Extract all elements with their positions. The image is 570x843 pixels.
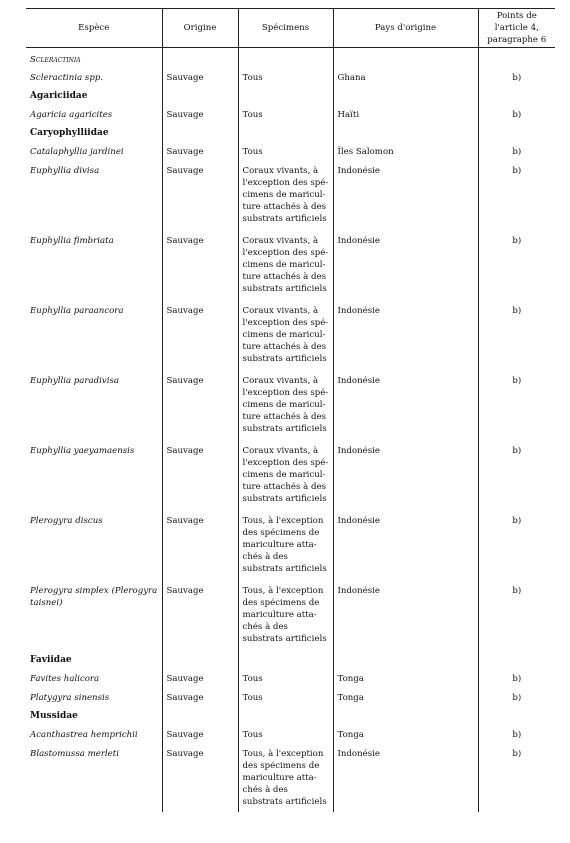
table-body [26, 48, 555, 813]
cell-pays: Tonga [333, 667, 478, 686]
empty-cell [162, 122, 238, 140]
table-group-row [26, 705, 555, 723]
cell-espece: Euphyllia fimbriata [26, 229, 162, 299]
cell-specimens: Tous [238, 103, 333, 122]
cell-pays: Indonésie [333, 579, 478, 649]
header-specimens: Spécimens [238, 9, 333, 48]
cell-espece: Euphyllia yaeyamaensis [26, 439, 162, 509]
table-row [26, 369, 555, 439]
table-row [26, 439, 555, 509]
cell-espece: Agaricia agaricites [26, 103, 162, 122]
empty-cell [478, 122, 555, 140]
table-row [26, 229, 555, 299]
cell-points: b) [478, 66, 555, 85]
cell-espece: Euphyllia paradivisa [26, 369, 162, 439]
cell-specimens: Tous [238, 686, 333, 705]
cell-specimens: Tous, à l'exception des spécimens de mariculture atta- chés à des substrats artificiels [238, 579, 333, 649]
cell-specimens: Coraux vivants, à l'exception des spé- cimens de maricul- ture attachés à des substrats artificiels [238, 159, 333, 229]
cell-pays: Tonga [333, 686, 478, 705]
table-row [26, 723, 555, 742]
cell-origine: Sauvage [162, 686, 238, 705]
cell-origine: Sauvage [162, 299, 238, 369]
cell-points: b) [478, 667, 555, 686]
cell-specimens: Tous [238, 667, 333, 686]
table-row [26, 509, 555, 579]
cell-espece: Platygyra sinensis [26, 686, 162, 705]
empty-cell [478, 649, 555, 667]
table-row [26, 159, 555, 229]
empty-cell [162, 48, 238, 67]
family-heading: Faviidae [26, 649, 162, 667]
table-group-row [26, 48, 555, 67]
cell-pays: Ghana [333, 66, 478, 85]
cell-specimens: Tous [238, 140, 333, 159]
cell-specimens: Tous [238, 66, 333, 85]
cell-points: b) [478, 229, 555, 299]
cell-origine: Sauvage [162, 229, 238, 299]
header-espece: Espèce [26, 9, 162, 48]
table-row [26, 686, 555, 705]
family-heading: Agariciidae [26, 85, 162, 103]
cell-origine: Sauvage [162, 723, 238, 742]
empty-cell [238, 705, 333, 723]
cell-espece: Euphyllia divisa [26, 159, 162, 229]
cell-specimens: Coraux vivants, à l'exception des spé- cimens de maricul- ture attachés à des substrats artificiels [238, 439, 333, 509]
empty-cell [162, 705, 238, 723]
empty-cell [238, 85, 333, 103]
cell-points: b) [478, 509, 555, 579]
header-origine: Origine [162, 9, 238, 48]
cell-specimens: Coraux vivants, à l'exception des spé- cimens de maricul- ture attachés à des substrats artificiels [238, 369, 333, 439]
cell-pays: Îles Salomon [333, 140, 478, 159]
cell-pays: Indonésie [333, 509, 478, 579]
empty-cell [162, 649, 238, 667]
cell-origine: Sauvage [162, 667, 238, 686]
empty-cell [162, 85, 238, 103]
cell-specimens: Coraux vivants, à l'exception des spé- cimens de maricul- ture attachés à des substrats artificiels [238, 299, 333, 369]
section-heading: Scleractinia [26, 48, 162, 67]
cell-origine: Sauvage [162, 579, 238, 649]
cell-origine: Sauvage [162, 66, 238, 85]
family-heading: Mussidae [26, 705, 162, 723]
cell-espece: Acanthastrea hemprichii [26, 723, 162, 742]
cell-points: b) [478, 140, 555, 159]
cell-specimens: Tous [238, 723, 333, 742]
empty-cell [478, 85, 555, 103]
empty-cell [333, 48, 478, 67]
cell-origine: Sauvage [162, 509, 238, 579]
cell-specimens: Coraux vivants, à l'exception des spé- cimens de maricul- ture attachés à des substrats artificiels [238, 229, 333, 299]
empty-cell [238, 122, 333, 140]
cell-pays: Indonésie [333, 439, 478, 509]
empty-cell [333, 649, 478, 667]
cell-points: b) [478, 299, 555, 369]
empty-cell [238, 48, 333, 67]
cell-pays: Tonga [333, 723, 478, 742]
cell-pays: Haïti [333, 103, 478, 122]
cell-specimens: Tous, à l'exception des spécimens de mariculture atta- chés à des substrats artificiels [238, 509, 333, 579]
cell-pays: Indonésie [333, 299, 478, 369]
cell-origine: Sauvage [162, 369, 238, 439]
cell-pays: Indonésie [333, 369, 478, 439]
cell-pays: Indonésie [333, 742, 478, 812]
empty-cell [238, 649, 333, 667]
table-row [26, 140, 555, 159]
cell-points: b) [478, 686, 555, 705]
empty-cell [333, 85, 478, 103]
cell-espece: Euphyllia paraancora [26, 299, 162, 369]
cell-espece: Favites halicora [26, 667, 162, 686]
cell-specimens: Tous, à l'exception des spécimens de mariculture atta- chés à des substrats artificiels [238, 742, 333, 812]
cell-origine: Sauvage [162, 103, 238, 122]
table-header-row [26, 9, 555, 48]
cell-pays: Indonésie [333, 159, 478, 229]
cell-origine: Sauvage [162, 140, 238, 159]
table-row [26, 667, 555, 686]
species-table [26, 8, 555, 812]
table-group-row [26, 122, 555, 140]
cell-points: b) [478, 369, 555, 439]
table-group-row [26, 85, 555, 103]
empty-cell [478, 705, 555, 723]
table-row [26, 579, 555, 649]
empty-cell [333, 705, 478, 723]
cell-pays: Indonésie [333, 229, 478, 299]
table-row [26, 299, 555, 369]
cell-points: b) [478, 439, 555, 509]
cell-points: b) [478, 723, 555, 742]
table-group-row [26, 649, 555, 667]
cell-espece: Scleractinia spp. [26, 66, 162, 85]
cell-points: b) [478, 742, 555, 812]
cell-origine: Sauvage [162, 742, 238, 812]
table-row [26, 66, 555, 85]
table-row [26, 103, 555, 122]
cell-espece: Plerogyra discus [26, 509, 162, 579]
cell-origine: Sauvage [162, 159, 238, 229]
cell-espece: Blastomussa merleti [26, 742, 162, 812]
cell-points: b) [478, 159, 555, 229]
cell-espece: Plerogyra simplex (Plerogyra taisnei) [26, 579, 162, 649]
cell-points: b) [478, 579, 555, 649]
empty-cell [478, 48, 555, 67]
empty-cell [333, 122, 478, 140]
table-row [26, 742, 555, 812]
cell-espece: Catalaphyllia jardinei [26, 140, 162, 159]
header-points-article: Points de l'article 4, paragraphe 6 [478, 9, 555, 48]
header-pays-origine: Pays d'origine [333, 9, 478, 48]
cell-origine: Sauvage [162, 439, 238, 509]
cell-points: b) [478, 103, 555, 122]
family-heading: Caryophylliidae [26, 122, 162, 140]
